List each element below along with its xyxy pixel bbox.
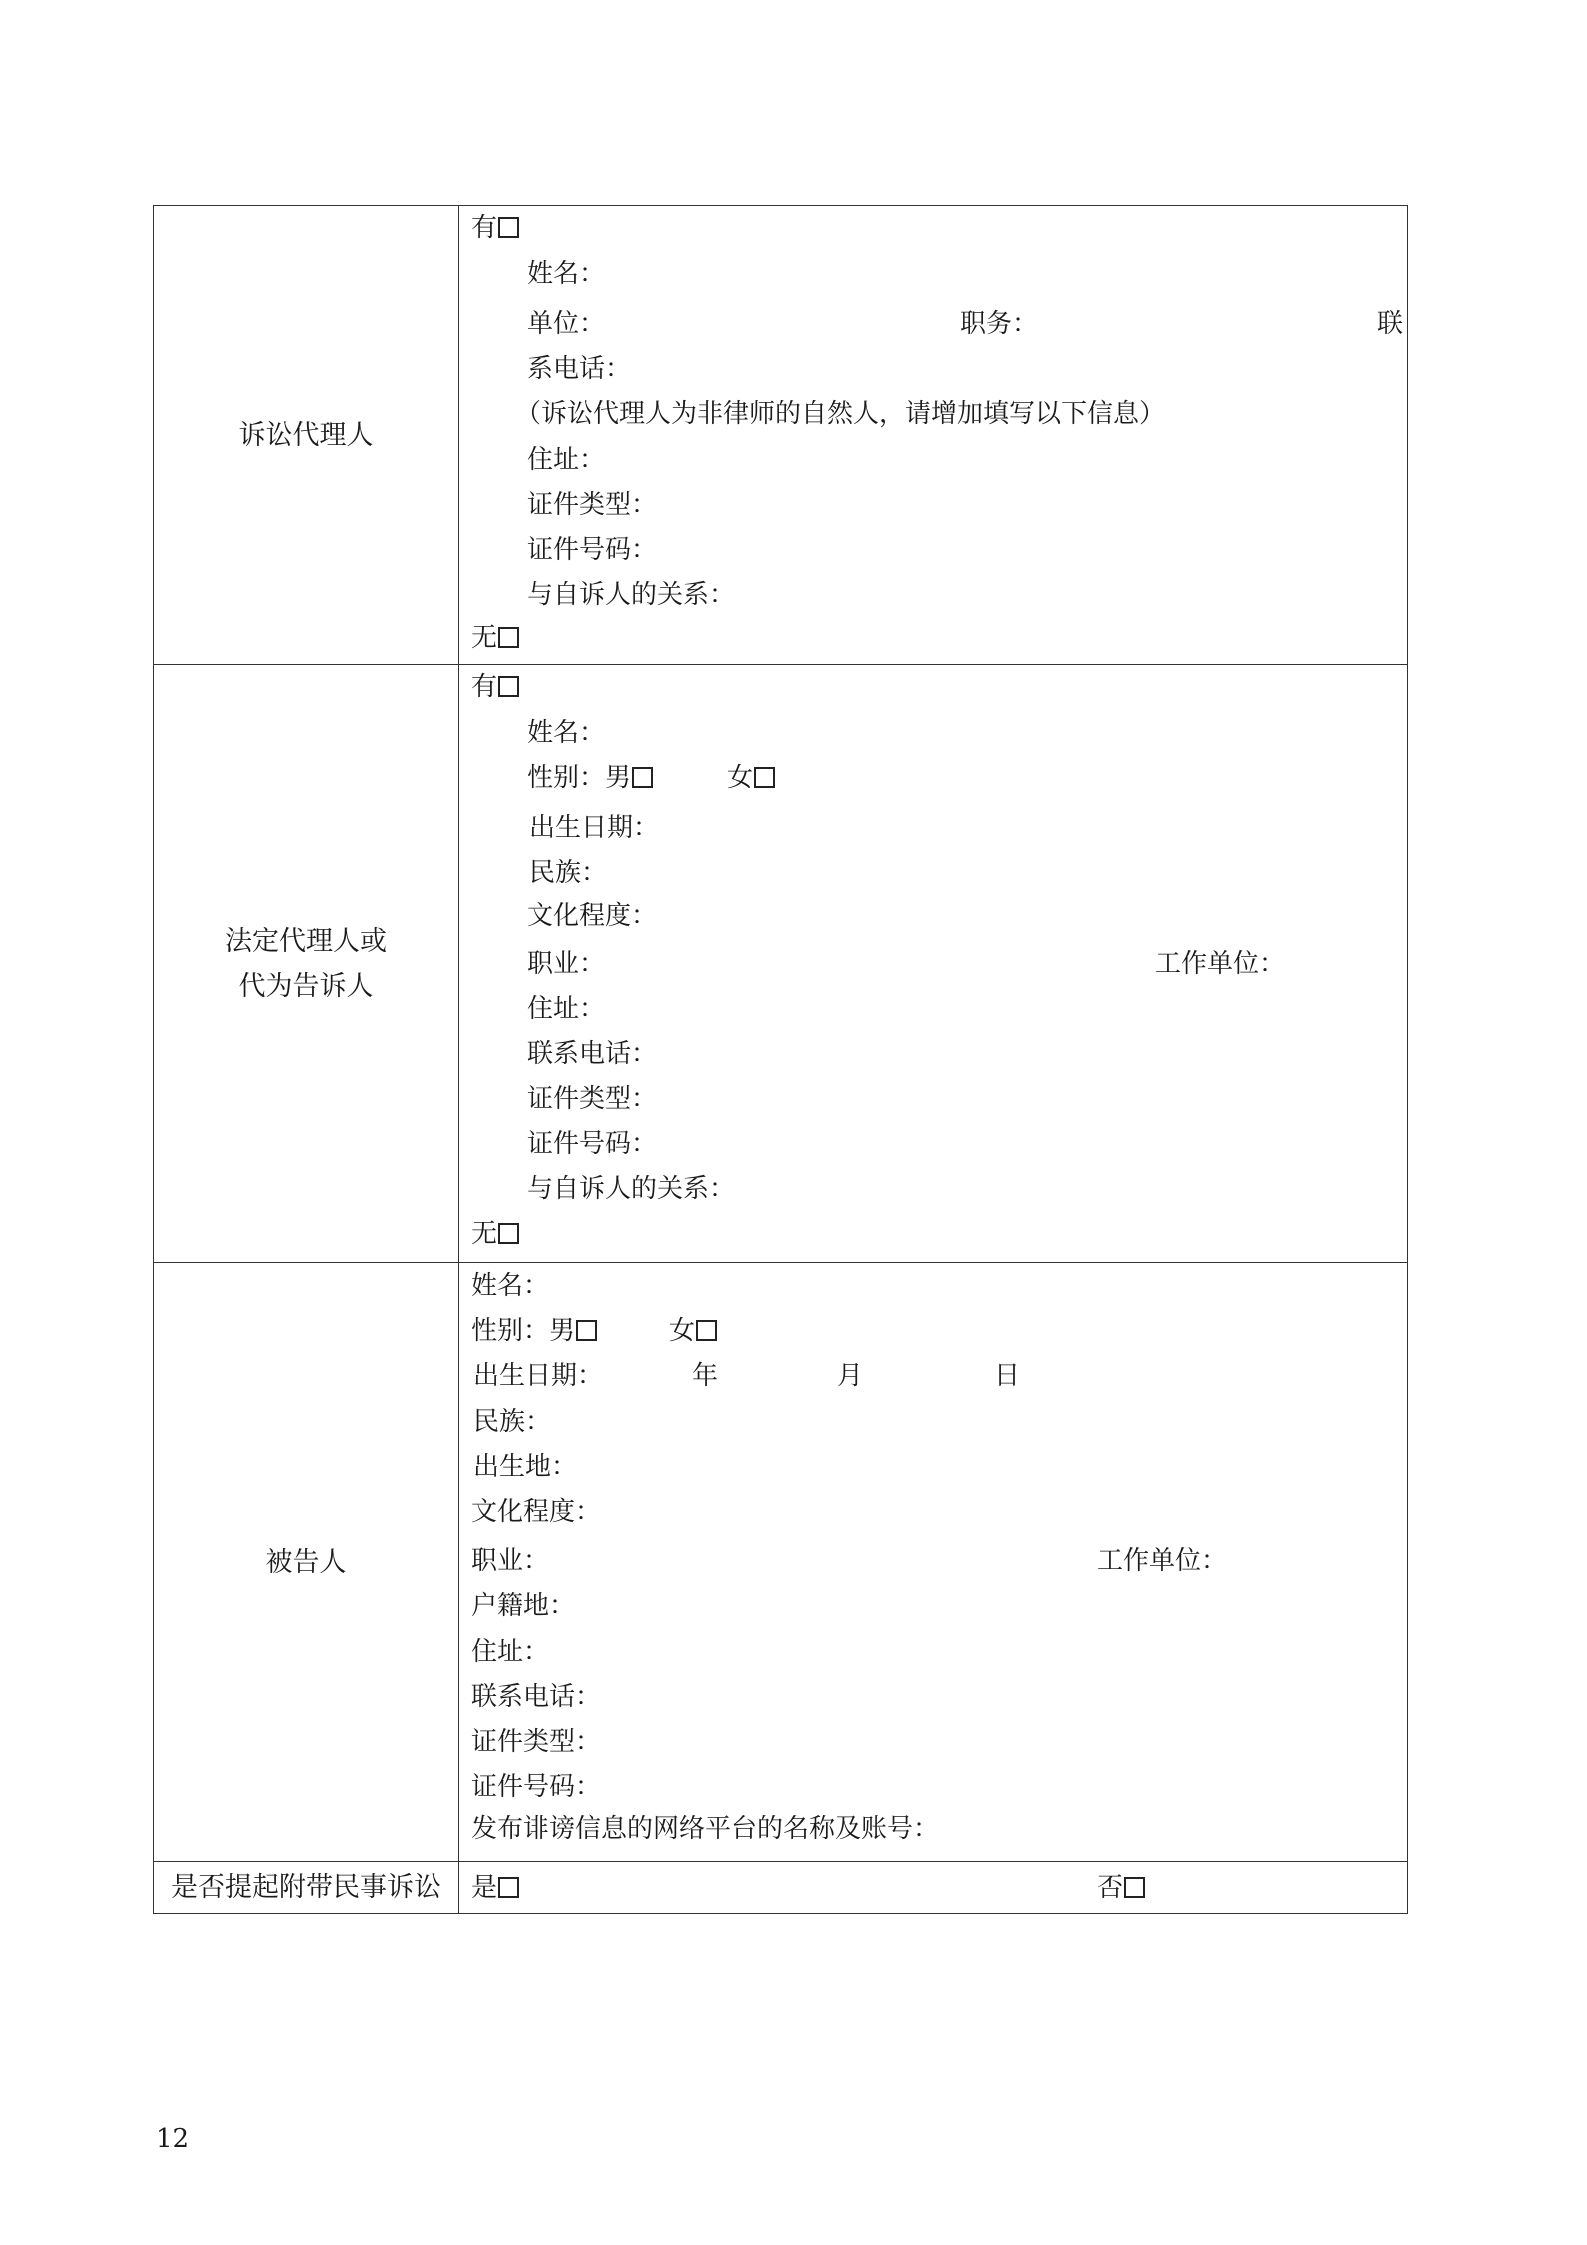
defendant-male-checkbox[interactable] xyxy=(576,1320,597,1341)
legal-rep-has-option[interactable]: 有 xyxy=(471,671,519,703)
legal-rep-none-checkbox[interactable] xyxy=(498,1223,519,1244)
agent-non-lawyer-note: （诉讼代理人为非律师的自然人，请增加填写以下信息） xyxy=(515,399,1166,429)
defendant-birth-day-label: 日 xyxy=(994,1361,1021,1391)
defendant-female-checkbox[interactable] xyxy=(696,1320,717,1341)
defendant-id-type-field[interactable]: 证件类型： xyxy=(471,1727,602,1757)
civil-suit-no-option[interactable]: 否 xyxy=(1097,1872,1145,1904)
civil-suit-yes-option[interactable]: 是 xyxy=(471,1872,519,1904)
agent-phone-wrap-text: 联 xyxy=(1377,309,1404,339)
defendant-ethnicity-field[interactable]: 民族： xyxy=(473,1407,552,1437)
legal-rep-name-field[interactable]: 姓名： xyxy=(527,718,606,748)
civil-suit-label: 是否提起附带民事诉讼 xyxy=(171,1871,441,1903)
defendant-household-field[interactable]: 户籍地： xyxy=(471,1591,576,1621)
agent-relation-field[interactable]: 与自诉人的关系： xyxy=(527,580,736,610)
defendant-occupation-field[interactable]: 职业： xyxy=(471,1546,550,1576)
legal-rep-label-cell xyxy=(154,665,459,1263)
defendant-gender-female[interactable]: 女 xyxy=(669,1315,717,1347)
defendant-label-cell xyxy=(154,1263,459,1862)
defendant-platform-field[interactable]: 发布诽谤信息的网络平台的名称及账号： xyxy=(471,1814,940,1844)
agent-unit-field[interactable]: 单位： xyxy=(527,309,606,339)
legal-rep-gender-female[interactable]: 女 xyxy=(727,762,775,794)
defendant-birth-field[interactable]: 出生日期： xyxy=(473,1361,604,1391)
agent-id-type-field[interactable]: 证件类型： xyxy=(527,490,658,520)
agent-position-field[interactable]: 职务： xyxy=(960,309,1039,339)
legal-rep-none-option[interactable]: 无 xyxy=(471,1218,519,1250)
defendant-employer-field[interactable]: 工作单位： xyxy=(1097,1546,1228,1576)
legal-rep-id-type-field[interactable]: 证件类型： xyxy=(527,1084,658,1114)
agent-has-checkbox[interactable] xyxy=(498,217,519,238)
defendant-birth-year-label: 年 xyxy=(692,1361,719,1391)
legal-rep-address-field[interactable]: 住址： xyxy=(527,994,606,1024)
agent-content-cell xyxy=(459,206,1408,665)
defendant-birthplace-field[interactable]: 出生地： xyxy=(473,1452,578,1482)
agent-has-option[interactable]: 有 xyxy=(471,212,519,244)
agent-row xyxy=(154,206,1408,665)
defendant-id-number-field[interactable]: 证件号码： xyxy=(471,1772,602,1802)
agent-label: 诉讼代理人 xyxy=(238,419,374,451)
defendant-gender-male[interactable]: 性别：男 xyxy=(471,1315,597,1347)
legal-rep-relation-field[interactable]: 与自诉人的关系： xyxy=(527,1174,736,1204)
legal-rep-content-cell xyxy=(459,665,1408,1263)
defendant-content-cell xyxy=(459,1263,1408,1862)
legal-rep-ethnicity-field[interactable]: 民族： xyxy=(529,858,608,888)
agent-label-cell xyxy=(154,206,459,665)
legal-rep-gender-male[interactable]: 性别：男 xyxy=(527,762,653,794)
civil-suit-label-cell xyxy=(154,1862,459,1914)
legal-rep-label-line1: 法定代理人或 xyxy=(225,925,387,957)
civil-suit-content-cell xyxy=(459,1862,1408,1914)
defendant-birth-month-label: 月 xyxy=(837,1361,864,1391)
defendant-name-field[interactable]: 姓名： xyxy=(471,1271,550,1301)
defendant-phone-field[interactable]: 联系电话： xyxy=(471,1682,602,1712)
agent-phone-field[interactable]: 系电话： xyxy=(527,354,632,384)
agent-address-field[interactable]: 住址： xyxy=(527,445,606,475)
legal-rep-has-checkbox[interactable] xyxy=(498,676,519,697)
legal-rep-occupation-field[interactable]: 职业： xyxy=(527,949,606,979)
agent-none-option[interactable]: 无 xyxy=(471,622,519,654)
legal-rep-education-field[interactable]: 文化程度： xyxy=(527,901,658,931)
legal-rep-female-checkbox[interactable] xyxy=(754,767,775,788)
legal-rep-employer-field[interactable]: 工作单位： xyxy=(1155,949,1286,979)
civil-suit-yes-checkbox[interactable] xyxy=(498,1877,519,1898)
civil-suit-row xyxy=(154,1862,1408,1914)
complaint-form-table xyxy=(153,205,1408,1914)
defendant-address-field[interactable]: 住址： xyxy=(471,1637,550,1667)
civil-suit-no-checkbox[interactable] xyxy=(1124,1877,1145,1898)
defendant-row xyxy=(154,1263,1408,1862)
page-number: 12 xyxy=(156,2124,190,2154)
legal-rep-birth-field[interactable]: 出生日期： xyxy=(529,813,660,843)
agent-none-checkbox[interactable] xyxy=(498,627,519,648)
legal-rep-label-line2: 代为告诉人 xyxy=(238,970,374,1002)
agent-name-field[interactable]: 姓名： xyxy=(527,259,606,289)
defendant-education-field[interactable]: 文化程度： xyxy=(471,1497,602,1527)
legal-rep-male-checkbox[interactable] xyxy=(632,767,653,788)
agent-id-number-field[interactable]: 证件号码： xyxy=(527,535,658,565)
defendant-label: 被告人 xyxy=(265,1546,347,1578)
legal-rep-phone-field[interactable]: 联系电话： xyxy=(527,1039,658,1069)
legal-rep-id-number-field[interactable]: 证件号码： xyxy=(527,1129,658,1159)
legal-rep-row xyxy=(154,665,1408,1263)
